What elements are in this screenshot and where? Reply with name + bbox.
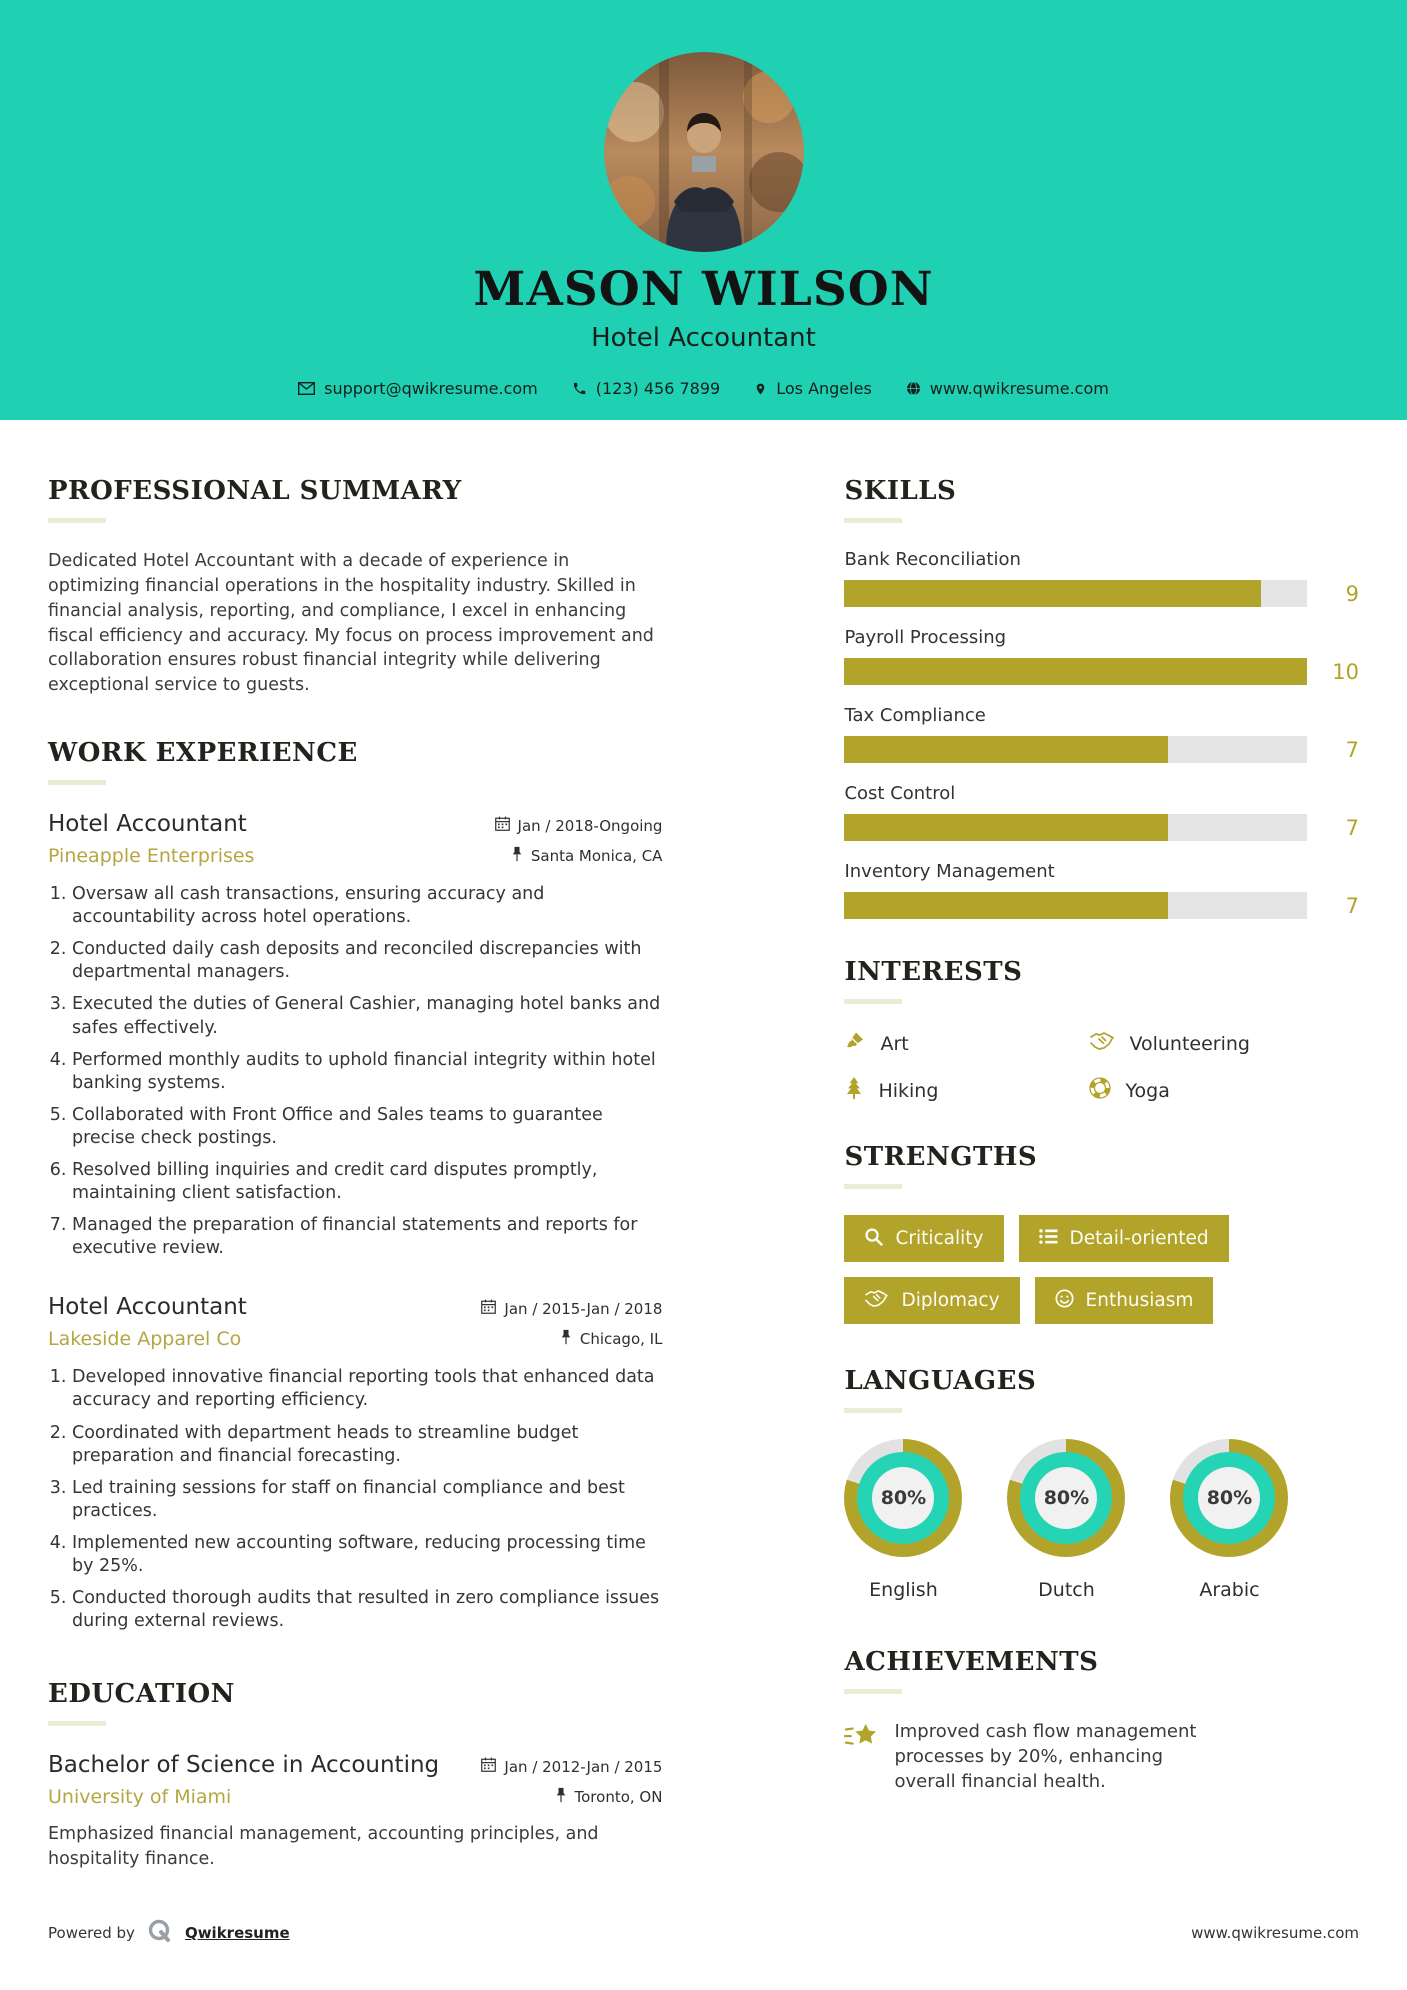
skill-name: Inventory Management bbox=[844, 861, 1055, 882]
pushpin-icon bbox=[511, 846, 523, 866]
phone-icon bbox=[572, 381, 587, 396]
header-band bbox=[0, 0, 1407, 420]
job-entry-1 bbox=[48, 811, 662, 1260]
magnifier-icon bbox=[864, 1227, 883, 1251]
education-date-text: Jan / 2012-Jan / 2015 bbox=[504, 1757, 663, 1776]
interest-art bbox=[844, 1030, 1089, 1057]
skill-bar-track bbox=[844, 814, 1307, 841]
person-name: MASON WILSON bbox=[473, 262, 934, 317]
qwikresume-link[interactable]: Qwikresume bbox=[184, 1924, 290, 1942]
job-bullet-list bbox=[48, 1366, 662, 1633]
skill-item bbox=[844, 549, 1359, 607]
job-date-text: Jan / 2018-Ongoing bbox=[517, 816, 663, 835]
skill-name: Tax Compliance bbox=[844, 705, 986, 726]
skill-value: 10 bbox=[1332, 659, 1359, 684]
job-bullet: 5. Conducted thorough audits that resulted in zero compliance issues during external reviews. bbox=[72, 1587, 662, 1633]
interests-grid bbox=[844, 1030, 1359, 1104]
strength-label: Enthusiasm bbox=[1085, 1290, 1194, 1311]
skill-item bbox=[844, 783, 1359, 841]
strength-label: Diplomacy bbox=[901, 1290, 1000, 1311]
job-company: Pineapple Enterprises bbox=[48, 845, 255, 868]
qwikresume-logo bbox=[147, 1918, 173, 1948]
interest-yoga bbox=[1089, 1077, 1359, 1104]
work-underline bbox=[48, 780, 106, 785]
footer-branding bbox=[48, 1918, 290, 1948]
contact-website bbox=[906, 379, 1109, 398]
skills-underline bbox=[844, 518, 902, 523]
strengths-underline bbox=[844, 1184, 902, 1189]
skill-item bbox=[844, 627, 1359, 685]
handshake-icon bbox=[1089, 1031, 1115, 1056]
content bbox=[0, 420, 1407, 1905]
smiley-icon bbox=[1055, 1289, 1074, 1313]
job-bullet: 2. Conducted daily cash deposits and reconciled discrepancies with departmental managers. bbox=[72, 938, 662, 984]
skills-heading: SKILLS bbox=[844, 476, 957, 506]
skill-item bbox=[844, 861, 1359, 919]
interests-heading: INTERESTS bbox=[844, 957, 1023, 987]
interest-label: Volunteering bbox=[1129, 1032, 1250, 1055]
lifebuoy-icon bbox=[1089, 1077, 1111, 1104]
footer-site-url: www.qwikresume.com bbox=[1191, 1924, 1359, 1942]
donut-percent bbox=[1198, 1467, 1260, 1529]
strengths-list bbox=[844, 1215, 1359, 1324]
left-column bbox=[48, 476, 662, 1905]
skill-name: Payroll Processing bbox=[844, 627, 1007, 648]
job-bullet: 7. Managed the preparation of financial statements and reports for executive review. bbox=[72, 1214, 662, 1260]
languages-heading: LANGUAGES bbox=[844, 1366, 1037, 1396]
avatar-photo-illustration bbox=[604, 52, 804, 252]
education-description: Emphasized financial management, accounting principles, and hospitality finance. bbox=[48, 1824, 599, 1869]
interests-underline bbox=[844, 999, 902, 1004]
job-location-text: Santa Monica, CA bbox=[530, 847, 663, 866]
donut-percent bbox=[1035, 1467, 1097, 1529]
achievement-item bbox=[844, 1720, 1359, 1794]
location-text: Los Angeles bbox=[776, 379, 872, 398]
education-underline bbox=[48, 1721, 106, 1726]
job-bullet: 1. Developed innovative financial reporting tools that enhanced data accuracy and reporting efficiency. bbox=[72, 1366, 662, 1412]
email-text: support@qwikresume.com bbox=[324, 379, 538, 398]
job-location bbox=[511, 846, 663, 866]
avatar bbox=[604, 52, 804, 252]
job-title: Hotel Accountant bbox=[48, 1294, 247, 1321]
job-bullet: 3. Executed the duties of General Cashier, managing hotel banks and safes effectively. bbox=[72, 993, 662, 1039]
star-icon bbox=[844, 1720, 878, 1756]
person-title: Hotel Accountant bbox=[591, 323, 816, 353]
list-icon bbox=[1039, 1228, 1058, 1250]
language-donut bbox=[1007, 1439, 1125, 1557]
skill-value: 7 bbox=[1345, 737, 1359, 762]
skill-name: Bank Reconciliation bbox=[844, 549, 1021, 570]
pushpin-icon bbox=[560, 1329, 572, 1349]
calendar-icon bbox=[495, 816, 510, 835]
strength-label: Detail-oriented bbox=[1069, 1228, 1209, 1249]
strength-label: Criticality bbox=[895, 1228, 984, 1249]
email-icon bbox=[298, 382, 315, 395]
achievements-heading: ACHIEVEMENTS bbox=[844, 1647, 1099, 1677]
donut-percent bbox=[872, 1467, 934, 1529]
interest-label: Art bbox=[880, 1032, 909, 1055]
contact-location bbox=[754, 379, 872, 398]
language-english bbox=[844, 1439, 962, 1601]
achievement-text: Improved cash flow management processes by 20%, enhancing overall financial health. bbox=[894, 1721, 1197, 1792]
language-dutch bbox=[1007, 1439, 1125, 1601]
job-date-text: Jan / 2015-Jan / 2018 bbox=[504, 1299, 663, 1318]
paintbrush-icon bbox=[844, 1030, 866, 1057]
language-arabic bbox=[1170, 1439, 1288, 1601]
education-date bbox=[481, 1757, 662, 1776]
skill-bar-fill bbox=[844, 814, 1168, 841]
job-location-text: Chicago, IL bbox=[579, 1330, 663, 1349]
language-donut bbox=[844, 1439, 962, 1557]
skill-bar-track bbox=[844, 658, 1307, 685]
summary-heading: PROFESSIONAL SUMMARY bbox=[48, 476, 462, 506]
language-label: Arabic bbox=[1199, 1579, 1260, 1601]
strength-diplomacy bbox=[844, 1277, 1019, 1324]
handshake-icon bbox=[864, 1289, 889, 1313]
skill-bar-track bbox=[844, 736, 1307, 763]
tree-icon bbox=[844, 1077, 864, 1104]
job-bullet: 4. Implemented new accounting software, reducing processing time by 25%. bbox=[72, 1532, 662, 1578]
languages-row bbox=[844, 1439, 1359, 1601]
skill-item bbox=[844, 705, 1359, 763]
job-entry-2 bbox=[48, 1294, 662, 1633]
job-bullet-list bbox=[48, 883, 662, 1260]
skill-value: 9 bbox=[1345, 581, 1359, 606]
language-percent-text: 80% bbox=[1043, 1487, 1090, 1509]
education-location bbox=[555, 1787, 663, 1807]
strength-enthusiasm bbox=[1035, 1277, 1214, 1324]
language-percent-text: 80% bbox=[1206, 1487, 1253, 1509]
summary-text: Dedicated Hotel Accountant with a decade of experience in optimizing financial operations in the hospitality industry. Skilled in financial analysis, reporting, and compliance, I excel in enhancing fiscal efficiency and accuracy. My focus on process improvement and collaboration ensures robust financial integrity while delivering exceptional service to guests. bbox=[48, 551, 654, 696]
language-label: Dutch bbox=[1038, 1579, 1095, 1601]
skill-name: Cost Control bbox=[844, 783, 956, 804]
interest-label: Yoga bbox=[1125, 1079, 1170, 1102]
strength-criticality bbox=[844, 1215, 1003, 1262]
calendar-icon bbox=[481, 1299, 496, 1318]
website-text: www.qwikresume.com bbox=[929, 379, 1109, 398]
strengths-heading: STRENGTHS bbox=[844, 1142, 1038, 1172]
footer bbox=[48, 1918, 1359, 1948]
skill-bar-fill bbox=[844, 580, 1260, 607]
language-label: English bbox=[869, 1579, 938, 1601]
contact-row bbox=[298, 379, 1109, 398]
skill-bar-fill bbox=[844, 736, 1168, 763]
job-title: Hotel Accountant bbox=[48, 811, 247, 838]
education-heading: EDUCATION bbox=[48, 1679, 235, 1710]
job-bullet: 5. Collaborated with Front Office and Sales teams to guarantee precise check postings. bbox=[72, 1104, 662, 1150]
calendar-icon bbox=[481, 1757, 496, 1776]
languages-underline bbox=[844, 1408, 902, 1413]
phone-text: (123) 456 7899 bbox=[595, 379, 721, 398]
job-bullet: 4. Performed monthly audits to uphold financial integrity within hotel banking systems. bbox=[72, 1049, 662, 1095]
skill-value: 7 bbox=[1345, 893, 1359, 918]
skill-bar-track bbox=[844, 892, 1307, 919]
contact-phone bbox=[572, 379, 720, 398]
pushpin-icon bbox=[555, 1787, 567, 1807]
skill-bar-track bbox=[844, 580, 1307, 607]
education-location-text: Toronto, ON bbox=[574, 1788, 663, 1807]
right-column bbox=[844, 476, 1359, 1905]
contact-email bbox=[298, 379, 538, 398]
achievements-underline bbox=[844, 1689, 902, 1694]
powered-by-text: Powered by bbox=[48, 1924, 135, 1942]
language-percent-text: 80% bbox=[880, 1487, 927, 1509]
job-bullet: 1. Oversaw all cash transactions, ensuring accuracy and accountability across hotel operations. bbox=[72, 883, 662, 929]
job-date bbox=[481, 1299, 662, 1318]
interest-label: Hiking bbox=[878, 1079, 939, 1102]
degree-title: Bachelor of Science in Accounting bbox=[48, 1752, 440, 1779]
job-bullet: 6. Resolved billing inquiries and credit card disputes promptly, maintaining client satisfaction. bbox=[72, 1159, 662, 1205]
skill-bar-fill bbox=[844, 658, 1307, 685]
education-entry bbox=[48, 1752, 662, 1871]
job-location bbox=[560, 1329, 663, 1349]
job-company: Lakeside Apparel Co bbox=[48, 1328, 242, 1351]
skill-bar-fill bbox=[844, 892, 1168, 919]
strength-detail-oriented bbox=[1019, 1215, 1229, 1262]
language-donut bbox=[1170, 1439, 1288, 1557]
globe-icon bbox=[906, 381, 921, 396]
work-heading: WORK EXPERIENCE bbox=[48, 738, 358, 769]
job-bullet: 3. Led training sessions for staff on financial compliance and best practices. bbox=[72, 1477, 662, 1523]
skill-value: 7 bbox=[1345, 815, 1359, 840]
job-date bbox=[495, 816, 663, 835]
location-icon bbox=[754, 381, 767, 397]
interest-hiking bbox=[844, 1077, 1089, 1104]
job-bullet: 2. Coordinated with department heads to streamline budget preparation and financial forecasting. bbox=[72, 1422, 662, 1468]
school-name: University of Miami bbox=[48, 1786, 232, 1809]
summary-underline bbox=[48, 518, 106, 523]
interest-volunteering bbox=[1089, 1030, 1359, 1057]
